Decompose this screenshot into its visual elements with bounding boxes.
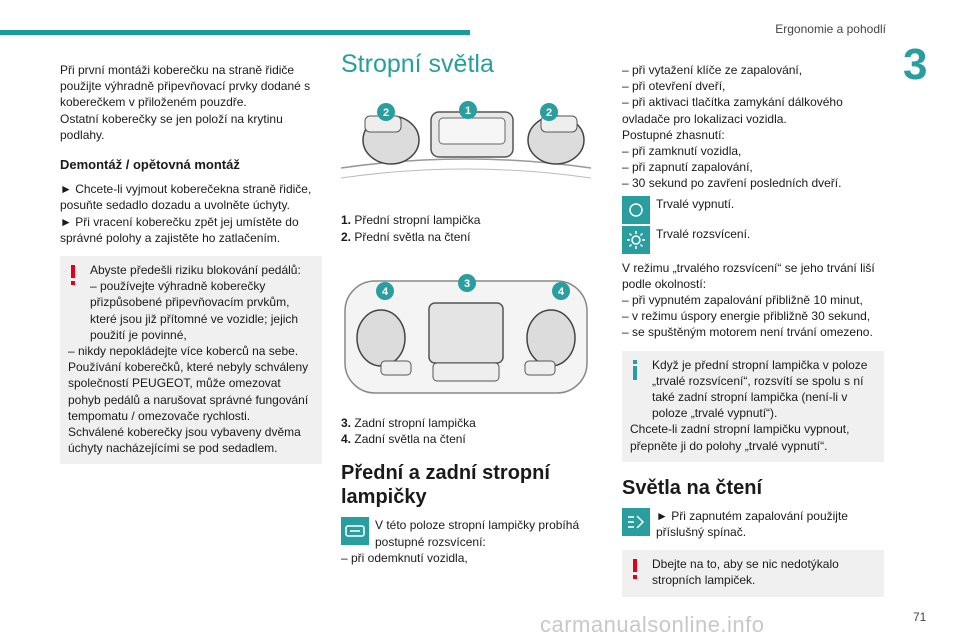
mode-row bbox=[622, 196, 884, 224]
caption-text: Přední světla na čtení bbox=[354, 229, 471, 244]
list-item: – při vypnutém zapalování přibližně 10 minut, bbox=[622, 293, 863, 308]
front-ceiling-light-illustration bbox=[341, 80, 591, 200]
paragraph: Ostatní koberečky se jen položí na krytinu podlahy. bbox=[60, 111, 283, 142]
header-accent-bar bbox=[0, 30, 470, 35]
warning-text: – nikdy nepokládejte více koberců na sebe. bbox=[68, 344, 299, 359]
paragraph: V této poloze stropní lampičky probíhá postupné rozsvícení: bbox=[375, 518, 580, 549]
list-item: – se spuštěným motorem není trvání omezeno. bbox=[622, 325, 873, 340]
reading-light-icon bbox=[622, 508, 650, 536]
subheading: Demontáž / opětovná montáž bbox=[60, 157, 240, 173]
section-heading: Přední a zadní stropní lampičky bbox=[341, 462, 550, 509]
caption-number: 1. bbox=[341, 213, 352, 228]
list-item: – 30 sekund po zavření posledních dveří. bbox=[622, 176, 842, 191]
caption-number: 2. bbox=[341, 229, 352, 244]
warning-text: Abyste předešli riziku blokování pedálů: bbox=[90, 263, 301, 278]
section-heading: Světla na čtení bbox=[622, 476, 763, 499]
warning-box bbox=[60, 256, 322, 464]
caption-number: 4. bbox=[341, 432, 352, 447]
caption-text: Přední stropní lampička bbox=[354, 213, 481, 228]
icon-label: Trvalé rozsvícení. bbox=[656, 226, 751, 241]
list-item: – při zapnutí zapalování, bbox=[622, 160, 753, 175]
watermark: carmanualsonline.info bbox=[540, 612, 765, 637]
column-right bbox=[622, 62, 884, 597]
info-box bbox=[622, 351, 884, 462]
column-left bbox=[60, 62, 322, 464]
mode-row bbox=[622, 226, 884, 254]
figure-label: 1 bbox=[464, 105, 472, 118]
progressive-light-icon bbox=[341, 517, 369, 545]
paragraph: V režimu „trvalého rozsvícení“ se jeho trvání liší podle okolností: bbox=[622, 260, 875, 291]
info-text: Chcete-li zadní stropní lampičku vypnout, přepněte ji do polohy „trvalé vypnutí“. bbox=[630, 422, 850, 453]
paragraph: Postupné zhasnutí: bbox=[622, 127, 725, 142]
caption-text: Zadní světla na čtení bbox=[354, 432, 466, 447]
figure-label: 3 bbox=[463, 277, 471, 290]
step: ► Při vracení koberečku zpět jej umístěte do správné polohy a zajistěte ho zatlačením. bbox=[60, 214, 299, 245]
list-item: – při zamknutí vozidla, bbox=[622, 144, 742, 159]
warning-text: Používání koberečků, které nebyly schváleny společností PEUGEOT, může omezovat pohyb pedálů a narušovat správné fungování tempomatu / omezovače rychlosti. bbox=[68, 360, 309, 423]
rear-lights-figure bbox=[341, 263, 591, 407]
figure-caption bbox=[341, 212, 591, 244]
figure-label: 4 bbox=[381, 285, 389, 298]
list-item: – při otevření dveří, bbox=[622, 79, 726, 94]
figure-label: 2 bbox=[382, 107, 390, 120]
list-item: – v režimu úspory energie přibližně 30 sekund, bbox=[622, 309, 871, 324]
icon-label: Trvalé vypnutí. bbox=[656, 196, 735, 211]
info-icon bbox=[628, 359, 642, 381]
mode-row bbox=[341, 517, 591, 549]
caption-text: Zadní stropní lampička bbox=[354, 416, 476, 431]
front-lights-figure bbox=[341, 80, 591, 204]
step: ► Při zapnutém zapalování použijte příslušný spínač. bbox=[656, 508, 848, 540]
figure-label: 4 bbox=[557, 285, 565, 298]
warning-text: Dbejte na to, aby se nic nedotýkalo stropních lampiček. bbox=[652, 557, 839, 588]
rear-ceiling-light-illustration bbox=[341, 263, 591, 403]
page-number: 71 bbox=[913, 610, 927, 624]
warning-text: Schválené koberečky jsou vybaveny dvěma úchyty nacházejícími se pod sedadlem. bbox=[68, 425, 301, 456]
warning-icon bbox=[66, 264, 80, 286]
light-off-icon bbox=[622, 196, 650, 224]
list-item: – při odemknutí vozidla, bbox=[341, 550, 468, 565]
light-on-icon bbox=[622, 226, 650, 254]
list-item: – při aktivaci tlačítka zamykání dálkového ovladače pro lokalizaci vozidla. bbox=[622, 95, 843, 126]
figure-caption bbox=[341, 415, 591, 447]
paragraph: Při první montáži koberečku na straně řidiče použijte výhradně připevňovací prvky dodané s koberečkem v přiloženém pouzdře. bbox=[60, 63, 311, 110]
list-item: – při vytažení klíče ze zapalování, bbox=[622, 63, 803, 77]
chapter-title: Ergonomie a pohodlí bbox=[775, 22, 886, 36]
step: ► Chcete-li vyjmout koberečekna straně řidiče, posuňte sedadlo dozadu a uvolněte úchyty. bbox=[60, 182, 312, 213]
warning-box bbox=[622, 550, 884, 596]
figure-label: 2 bbox=[545, 107, 553, 120]
warning-text: – používejte výhradně koberečky přizpůsobené připevňovacím prvkům, které jsou již přítomné ve vozidle; jejich použití je povinné, bbox=[90, 279, 299, 342]
warning-icon bbox=[628, 558, 642, 580]
section-title: Stropní světla bbox=[341, 50, 494, 78]
chapter-number: 3 bbox=[903, 40, 928, 89]
column-middle bbox=[341, 50, 591, 566]
info-text: Když je přední stropní lampička v poloze „trvalé rozsvícení“, rozsvítí se spolu s ní také zadní stropní lampička (není-li v poloze „trvalé vypnutí“). bbox=[652, 357, 868, 421]
caption-number: 3. bbox=[341, 416, 352, 431]
reading-row bbox=[622, 508, 884, 540]
